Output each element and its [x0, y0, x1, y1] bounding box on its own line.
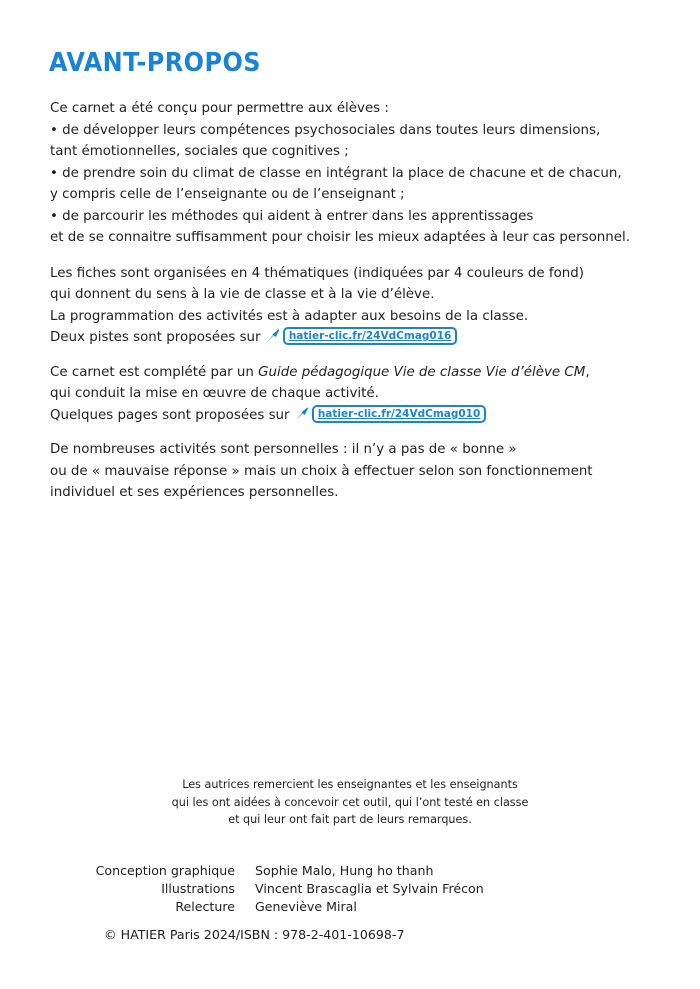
fiches-link-url[interactable]: hatier-clic.fr/24VdCmag016: [283, 327, 457, 345]
guide-link[interactable]: [294, 405, 486, 423]
credit-label: Relecture: [175, 899, 235, 914]
personal-line-3: individuel et ses expériences personnelles.: [50, 485, 339, 500]
credit-label: Conception graphique: [95, 863, 235, 878]
fiches-link-label: Deux pistes sont proposées sur: [50, 330, 261, 345]
fiches-line-3: La programmation des activités est à adapter aux besoins de la classe.: [50, 308, 529, 324]
fiches-link[interactable]: [265, 327, 457, 345]
thanks-line-2: qui les ont aidées à concevoir cet outil, qui l’ont testé en classe: [171, 795, 529, 809]
bullet-1-line-1: • de développer leurs compétences psychosociales dans toutes leurs dimensions,: [50, 122, 601, 138]
credits: [0, 862, 700, 916]
main-text: [50, 98, 650, 504]
acknowledgements: [0, 776, 700, 829]
fiches-line-2: qui donnent du sens à la vie de classe et à la vie d’élève.: [50, 287, 435, 302]
fiches-line-1: Les fiches sont organisées en 4 thématiques (indiquées par 4 couleurs de fond): [50, 265, 585, 281]
guide-line-1-prefix: Ce carnet est complété par un: [50, 364, 259, 380]
thanks-line-3: et qui leur ont fait part de leurs remarques.: [228, 813, 472, 826]
credit-value: Vincent Brascaglia et Sylvain Frécon: [255, 881, 484, 896]
copyright: © HATIER Paris 2024/ISBN : 978-2-401-10698-7: [104, 927, 405, 942]
bullet-2-line-2: y compris celle de l’enseignante ou de l’enseignant ;: [50, 187, 405, 202]
guide-line-1: [50, 362, 650, 384]
credit-label: Illustrations: [161, 881, 235, 896]
credit-row: [0, 880, 700, 898]
credit-value: Sophie Malo, Hung ho thanh: [255, 863, 434, 878]
personal-line-2: ou de « mauvaise réponse » mais un choix à effectuer selon son fonctionnement: [50, 463, 593, 479]
fiches-line-4: [50, 327, 650, 349]
bullet-1-line-2: tant émotionnelles, sociales que cognitives ;: [50, 144, 349, 159]
guide-line-1-suffix: ,: [585, 364, 590, 380]
credit-value: Geneviève Miral: [255, 899, 357, 914]
credit-row: [0, 898, 700, 916]
guide-line-2: qui conduit la mise en œuvre de chaque activité.: [50, 386, 379, 401]
intro-text: Ce carnet a été conçu pour permettre aux élèves :: [50, 101, 389, 116]
guide-line-3: [50, 405, 650, 427]
bullet-3-line-1: • de parcourir les méthodes qui aident à entrer dans les apprentissages: [50, 208, 534, 224]
credit-row: [0, 862, 700, 880]
page-title: AVANT-PROPOS: [49, 48, 261, 78]
bullet-2-line-1: • de prendre soin du climat de classe en intégrant la place de chacune et de chacun,: [50, 165, 622, 181]
personal-line-1: De nombreuses activités sont personnelles : il n’y a pas de « bonne »: [50, 442, 517, 457]
thanks-line-1: Les autrices remercient les enseignantes et les enseignants: [182, 778, 518, 791]
cursor-arrow-icon: [294, 406, 310, 422]
guide-link-label: Quelques pages sont proposées sur: [50, 407, 290, 423]
guide-link-url[interactable]: hatier-clic.fr/24VdCmag010: [312, 405, 486, 423]
bullet-3-line-2: et de se connaitre suffisamment pour choisir les mieux adaptées à leur cas personnel.: [50, 230, 631, 245]
guide-title: Guide pédagogique Vie de classe Vie d’élève CM: [258, 364, 586, 380]
cursor-arrow-icon: [265, 328, 281, 344]
